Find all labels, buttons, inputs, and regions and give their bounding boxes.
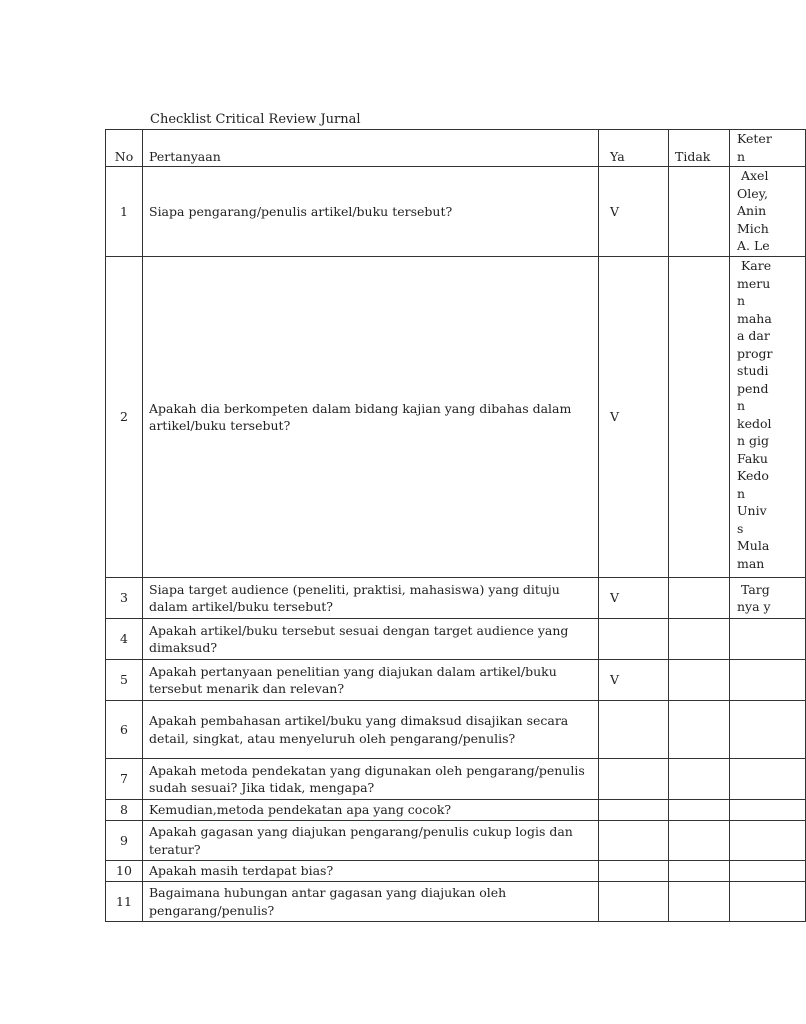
row-number: 9 xyxy=(106,821,143,861)
table-row xyxy=(106,578,806,619)
row-question: Apakah dia berkompeten dalam bidang kajian yang dibahas dalam artikel/buku tersebut? xyxy=(143,257,599,578)
row-number: 10 xyxy=(106,861,143,882)
row-tidak xyxy=(669,578,730,619)
row-ya: V xyxy=(599,660,669,701)
row-question: Apakah metoda pendekatan yang digunakan oleh pengarang/penulis sudah sesuai? Jika tidak, mengapa? xyxy=(143,759,599,800)
header-keterangan: Keter n xyxy=(730,130,806,167)
row-question: Apakah pembahasan artikel/buku yang dimaksud disajikan secara detail, singkat, atau menyeluruh oleh pengarang/penulis? xyxy=(143,701,599,759)
row-keterangan xyxy=(730,619,806,660)
row-number: 8 xyxy=(106,800,143,821)
row-tidak xyxy=(669,821,730,861)
row-ya xyxy=(599,882,669,922)
table-row xyxy=(106,660,806,701)
row-ya xyxy=(599,701,669,759)
row-question: Apakah artikel/buku tersebut sesuai dengan target audience yang dimaksud? xyxy=(143,619,599,660)
row-keterangan xyxy=(730,800,806,821)
row-tidak xyxy=(669,800,730,821)
row-ya xyxy=(599,861,669,882)
row-question: Apakah pertanyaan penelitian yang diajukan dalam artikel/buku tersebut menarik dan relevan? xyxy=(143,660,599,701)
table-row xyxy=(106,821,806,861)
row-number: 1 xyxy=(106,167,143,257)
row-keterangan: Targ nya y xyxy=(730,578,806,619)
row-ya xyxy=(599,821,669,861)
header-tidak: Tidak xyxy=(669,130,730,167)
header-row xyxy=(106,130,806,167)
table-row xyxy=(106,882,806,922)
checklist-table-container xyxy=(105,129,773,922)
header-no: No xyxy=(106,130,143,167)
row-question: Apakah gagasan yang diajukan pengarang/penulis cukup logis dan teratur? xyxy=(143,821,599,861)
row-keterangan: Kare meru n maha a dar progr studi pend n kedol n gig Faku Kedo n Univ s Mula man xyxy=(730,257,806,578)
table-row xyxy=(106,861,806,882)
document-title: Checklist Critical Review Jurnal xyxy=(150,112,361,127)
table-row xyxy=(106,257,806,578)
row-tidak xyxy=(669,257,730,578)
row-keterangan xyxy=(730,759,806,800)
checklist-table xyxy=(105,129,806,922)
row-keterangan xyxy=(730,701,806,759)
row-ya xyxy=(599,800,669,821)
table-row xyxy=(106,800,806,821)
row-ya: V xyxy=(599,257,669,578)
row-ya: V xyxy=(599,167,669,257)
row-tidak xyxy=(669,759,730,800)
row-ya xyxy=(599,619,669,660)
header-ya: Ya xyxy=(599,130,669,167)
table-row xyxy=(106,619,806,660)
row-number: 2 xyxy=(106,257,143,578)
row-question: Bagaimana hubungan antar gagasan yang diajukan oleh pengarang/penulis? xyxy=(143,882,599,922)
row-keterangan xyxy=(730,821,806,861)
row-keterangan xyxy=(730,660,806,701)
header-pertanyaan: Pertanyaan xyxy=(143,130,599,167)
row-tidak xyxy=(669,660,730,701)
row-keterangan xyxy=(730,861,806,882)
row-tidak xyxy=(669,167,730,257)
row-question: Apakah masih terdapat bias? xyxy=(143,861,599,882)
row-number: 6 xyxy=(106,701,143,759)
row-tidak xyxy=(669,861,730,882)
row-number: 3 xyxy=(106,578,143,619)
row-tidak xyxy=(669,619,730,660)
row-question: Kemudian,metoda pendekatan apa yang cocok? xyxy=(143,800,599,821)
row-question: Siapa target audience (peneliti, praktisi, mahasiswa) yang dituju dalam artikel/buku tersebut? xyxy=(143,578,599,619)
row-number: 11 xyxy=(106,882,143,922)
row-tidak xyxy=(669,701,730,759)
row-number: 7 xyxy=(106,759,143,800)
row-question: Siapa pengarang/penulis artikel/buku tersebut? xyxy=(143,167,599,257)
table-row xyxy=(106,759,806,800)
row-keterangan xyxy=(730,882,806,922)
table-row xyxy=(106,167,806,257)
row-number: 4 xyxy=(106,619,143,660)
row-keterangan: Axel Oley, Anin Mich A. Le xyxy=(730,167,806,257)
row-ya: V xyxy=(599,578,669,619)
row-ya xyxy=(599,759,669,800)
row-number: 5 xyxy=(106,660,143,701)
table-row xyxy=(106,701,806,759)
row-tidak xyxy=(669,882,730,922)
